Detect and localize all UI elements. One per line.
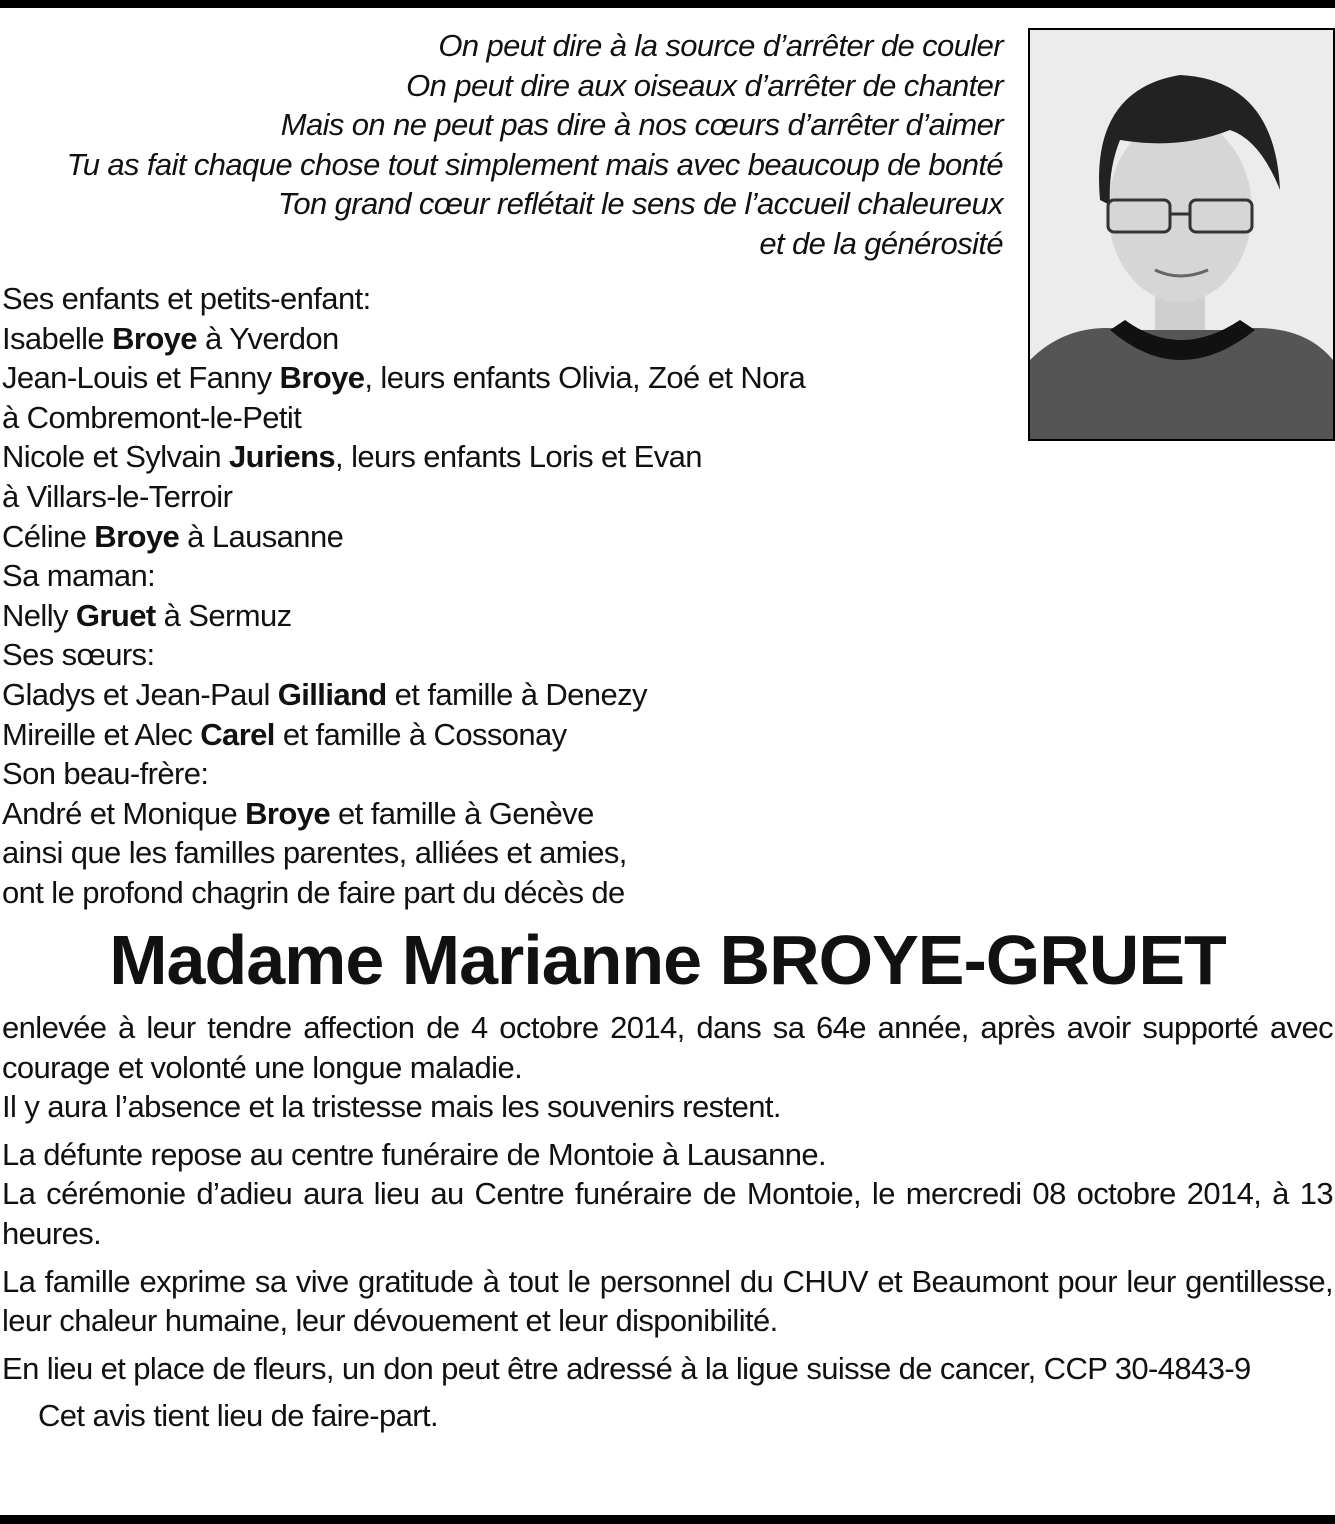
family-line: Sa maman: — [2, 558, 156, 594]
family-line: ont le profond chagrin de faire part du décès de — [2, 874, 625, 910]
family-line: à Combremont-le-Petit — [2, 399, 302, 435]
poem-line: Tu as fait chaque chose tout simplement mais avec beaucoup de bonté — [66, 146, 1003, 182]
paragraph: enlevée à leur tendre affection de 4 octobre 2014, dans sa 64e année, après avoir supporté avec courage et volonté une longue maladie. — [2, 1010, 1333, 1085]
family-line: Nicole et Sylvain Juriens, leurs enfants Loris et Evan — [2, 439, 702, 475]
bottom-rule — [0, 1515, 1335, 1524]
family-line: Mireille et Alec Carel et famille à Cossonay — [2, 716, 567, 752]
deceased-name: Madame Marianne BROYE-GRUET — [109, 921, 1226, 999]
family-line: Son beau-frère: — [2, 756, 209, 792]
paragraph: En lieu et place de fleurs, un don peut être adressé à la ligue suisse de cancer, CCP 30-4843-9 — [2, 1350, 1251, 1386]
top-rule — [0, 0, 1335, 8]
poem-line: Mais on ne peut pas dire à nos cœurs d’arrêter d’aimer — [280, 107, 1003, 142]
portrait-photo — [1028, 28, 1335, 441]
family-line: Céline Broye à Lausanne — [2, 518, 344, 554]
poem-line: et de la générosité — [759, 225, 1003, 261]
family-line: Nelly Gruet à Sermuz — [2, 597, 292, 633]
paragraph: La famille exprime sa vive gratitude à tout le personnel du CHUV et Beaumont pour leur gentillesse, leur chaleur humaine, leur dévouement et leur disponibilité. — [2, 1263, 1333, 1339]
poem-line: On peut dire à la source d’arrêter de couler — [438, 28, 1003, 63]
family-line: Gladys et Jean-Paul Gilliand et famille à Denezy — [2, 676, 647, 712]
family-line: Ses sœurs: — [2, 637, 155, 673]
family-line: André et Monique Broye et famille à Genève — [2, 795, 594, 831]
paragraph: La défunte repose au centre funéraire de Montoie à Lausanne. — [2, 1136, 827, 1172]
family-list — [2, 279, 1002, 913]
family-line: ainsi que les familles parentes, alliées et amies, — [2, 835, 627, 871]
poem — [0, 26, 1003, 263]
announcement-body — [2, 1008, 1333, 1444]
family-line: Isabelle Broye à Yverdon — [2, 320, 339, 356]
closing-note: Cet avis tient lieu de faire-part. — [38, 1398, 439, 1434]
family-line: Ses enfants et petits-enfant: — [2, 281, 371, 316]
poem-line: On peut dire aux oiseaux d’arrêter de chanter — [406, 67, 1003, 103]
family-line: Jean-Louis et Fanny Broye, leurs enfants Olivia, Zoé et Nora — [2, 360, 806, 396]
paragraph: Il y aura l’absence et la tristesse mais les souvenirs restent. — [2, 1089, 781, 1125]
family-line: à Villars-le-Terroir — [2, 478, 233, 514]
paragraph: La cérémonie d’adieu aura lieu au Centre funéraire de Montoie, le mercredi 08 octobre 2014, à 13 heures. — [2, 1176, 1333, 1251]
poem-line: Ton grand cœur reflétait le sens de l’accueil chaleureux — [277, 186, 1003, 221]
